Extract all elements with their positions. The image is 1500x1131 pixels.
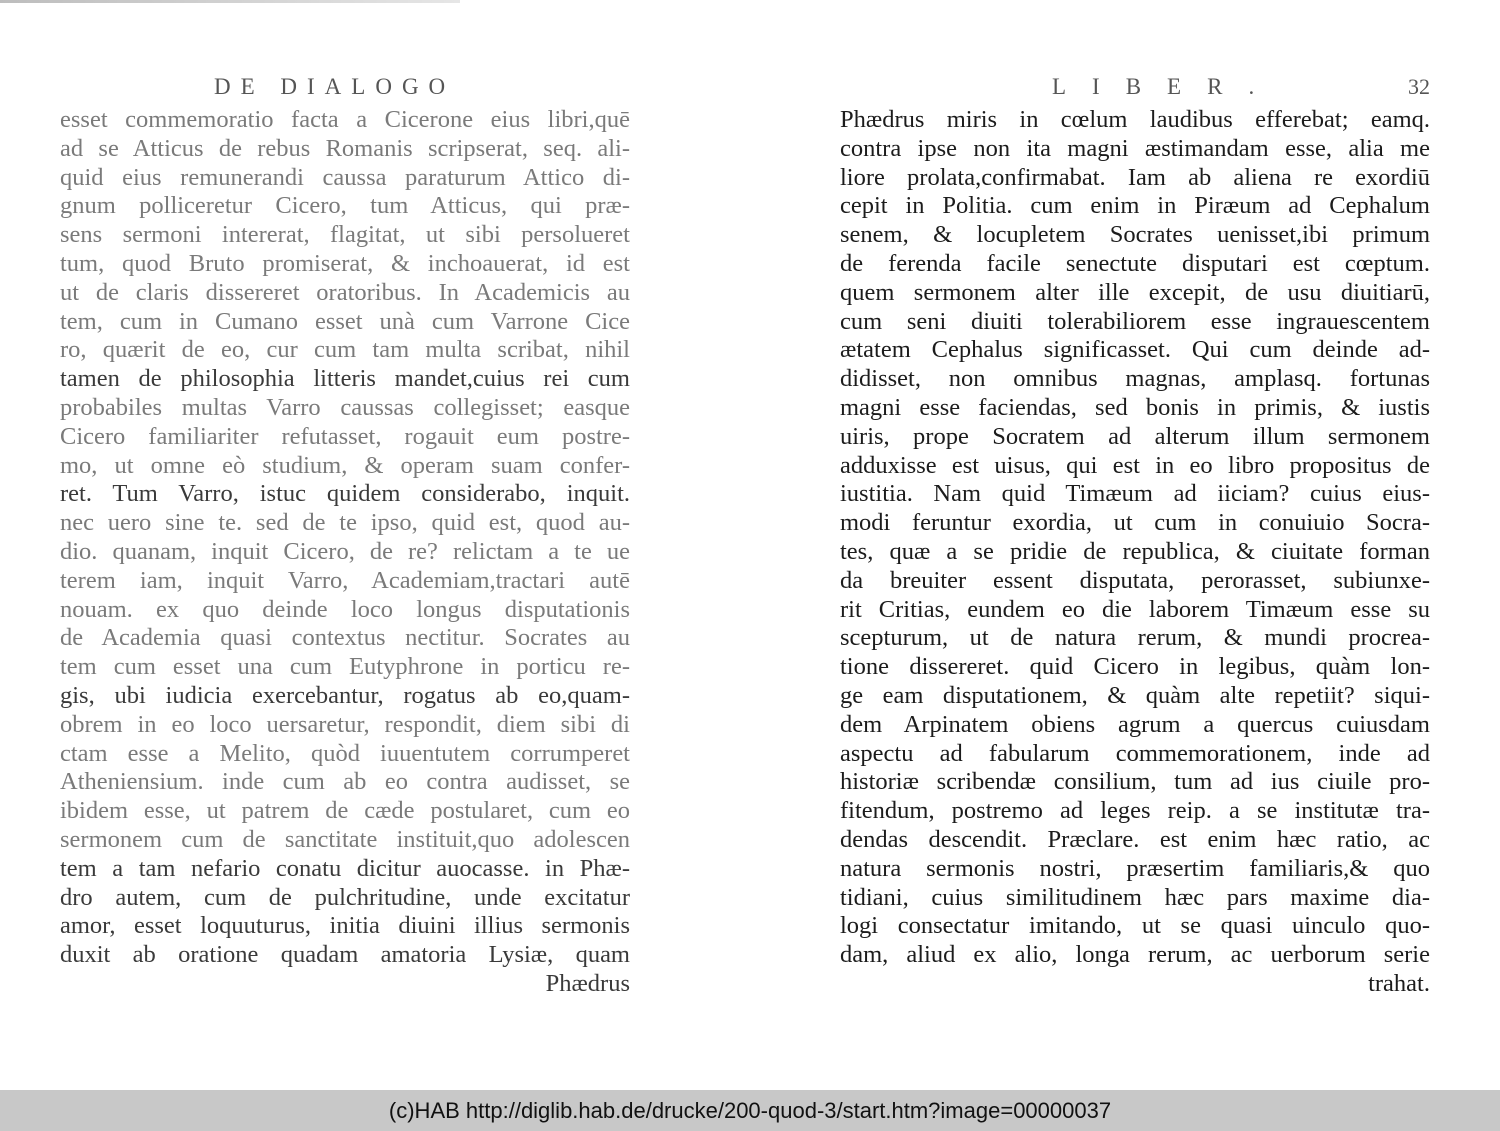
text-line: tum, quod Bruto promiserat, & inchoauerat, id est (60, 249, 630, 277)
left-text-block (60, 106, 630, 999)
text-line: duxit ab oratione quadam amatoria Lysiæ, quam (60, 941, 630, 969)
text-line: cum seni diuiti tolerabiliorem esse ingrauescentem (840, 307, 1430, 335)
text-line: quem sermonem alter ille excepit, de usu diuitiarū, (840, 278, 1430, 306)
text-line: magni esse faciendas, sed bonis in primis, & iustis (840, 393, 1430, 421)
text-line: mo, ut omne eò studium, & operam suam confer- (60, 451, 630, 479)
text-line: modi feruntur exordia, ut cum in conuiuio Socra- (840, 509, 1430, 537)
text-line: dem Arpinatem obiens agrum a quercus cuiusdam (840, 710, 1430, 738)
text-line: dio. quanam, inquit Cicero, de re? relictam a te ue (60, 537, 630, 565)
text-line: ge eam disputationem, & quàm alte repetiit? siqui- (840, 681, 1430, 709)
right-running-head: LIBER. (1052, 74, 1281, 99)
text-line: uiris, prope Socratem ad alterum illum sermonem (840, 422, 1430, 450)
text-line: ut de claris dissereret oratoribus. In Academicis au (60, 278, 630, 306)
text-line: ibidem esse, ut patrem de cæde postularet, cum eo (60, 797, 630, 825)
text-line: ctam esse a Melito, quòd iuuentutem corrumperet (60, 739, 630, 767)
text-line: probabiles multas Varro caussas collegisset; easque (60, 393, 630, 421)
left-running-head: DE DIALOGO (214, 74, 456, 99)
text-line: fitendum, postremo ad leges reip. a se institutæ tra- (840, 797, 1430, 825)
text-line: aspectu ad fabularum commemorationem, inde ad (840, 739, 1430, 767)
page-number: 32 (1408, 74, 1430, 99)
text-line: cepit in Politia. cum enim in Piræum ad Cephalum (840, 192, 1430, 220)
text-line: obrem in eo loco uersaretur, respondit, diem sibi di (60, 710, 630, 738)
text-line: dro autem, cum de pulchritudine, unde excitatur (60, 883, 630, 911)
closing-line: trahat. (1368, 969, 1430, 997)
text-line: Cicero familiariter refutasset, rogauit eum postre- (60, 422, 630, 450)
catchword: Phædrus (545, 969, 630, 997)
text-line: tidiani, cuius similitudinem hæc pars maxime dia- (840, 883, 1430, 911)
text-line: nouam. ex quo deinde loco longus disputationis (60, 595, 630, 623)
text-line: da breuiter essent disputata, perorasset, subiunxe- (840, 566, 1430, 594)
text-line: historiæ scribendæ consilium, tum ad ius ciuile pro- (840, 768, 1430, 796)
text-line: ro, quærit de eo, cur cum tam multa scribat, nihil (60, 336, 630, 364)
text-line: nec uero sine te. sed de te ipso, quid est, quod au- (60, 509, 630, 537)
text-line: contra ipse non ita magni æstimandam esse, alia me (840, 134, 1430, 162)
text-line: terem iam, inquit Varro, Academiam,tractari autē (60, 566, 630, 594)
text-line: Phædrus miris in cœlum laudibus efferebat; eamq. (840, 106, 1430, 133)
left-page (60, 0, 630, 1090)
footer-credit-bar (0, 1090, 1500, 1131)
text-line: tem, cum in Cumano esset unà cum Varrone Cice (60, 307, 630, 335)
text-line: rit Critias, eundem eo die laborem Timæum esse su (840, 595, 1430, 623)
text-line: senem, & locupletem Socrates uenisset,ibi primum (840, 221, 1430, 249)
text-line: tes, quæ a se pridie de republica, & ciuitate forman (840, 537, 1430, 565)
text-line: de Academia quasi contextus nectitur. Socrates au (60, 624, 630, 652)
right-text-block (840, 106, 1430, 999)
text-line: tem a tam nefario conatu dicitur auocasse. in Phæ- (60, 854, 630, 882)
text-line: natura sermonis nostri, præsertim familiaris,& quo (840, 854, 1430, 882)
text-line: dam, aliud ex alio, longa rerum, ac uerborum serie (840, 941, 1430, 969)
text-line: Atheniensium. inde cum ab eo contra audisset, se (60, 768, 630, 796)
text-line: sermonem cum de sanctitate instituit,quo adolescen (60, 825, 630, 853)
text-line: gnum polliceretur Cicero, tum Atticus, qui præ- (60, 192, 630, 220)
right-page (840, 0, 1430, 1090)
text-line: quid eius remunerandi caussa paraturum Attico di- (60, 163, 630, 191)
text-line: tione dissereret. quid Cicero in legibus, quàm lon- (840, 653, 1430, 681)
text-line: tamen de philosophia litteris mandet,cuius rei cum (60, 365, 630, 393)
text-line: adduxisse est uisus, qui est in eo libro propositus de (840, 451, 1430, 479)
text-line: iustitia. Nam quid Timæum ad iiciam? cuius eius- (840, 480, 1430, 508)
text-line: dendas descendit. Præclare. est enim hæc ratio, ac (840, 825, 1430, 853)
text-line: liore prolata,confirmabat. Iam ab aliena re exordiū (840, 163, 1430, 191)
text-line: esset commemoratio facta a Cicerone eius libri,quē (60, 106, 630, 133)
text-line: tem cum esset una cum Eutyphrone in porticu re- (60, 653, 630, 681)
text-line: sens sermoni intererat, flagitat, ut sibi persolueret (60, 221, 630, 249)
text-line: scepturum, ut de natura rerum, & mundi procrea- (840, 624, 1430, 652)
footer-credit-text: (c)HAB http://diglib.hab.de/drucke/200-quod-3/start.htm?image=00000037 (388, 1097, 1112, 1123)
text-line: de ferenda facile senectute disputari est cœptum. (840, 249, 1430, 277)
text-line: logi consectatur imitando, ut se quasi uinculo quo- (840, 912, 1430, 940)
text-line: ætatem Cephalus significasset. Qui cum deinde ad- (840, 336, 1430, 364)
text-line: ad se Atticus de rebus Romanis scripserat, seq. ali- (60, 134, 630, 162)
text-line: amor, esset loquuturus, initia diuini illius sermonis (60, 912, 630, 940)
text-line: ret. Tum Varro, istuc quidem considerabo, inquit. (60, 480, 630, 508)
text-line: gis, ubi iudicia exercebantur, rogatus ab eo,quam- (60, 681, 630, 709)
text-line: didisset, non omnibus magnas, amplasq. fortunas (840, 365, 1430, 393)
